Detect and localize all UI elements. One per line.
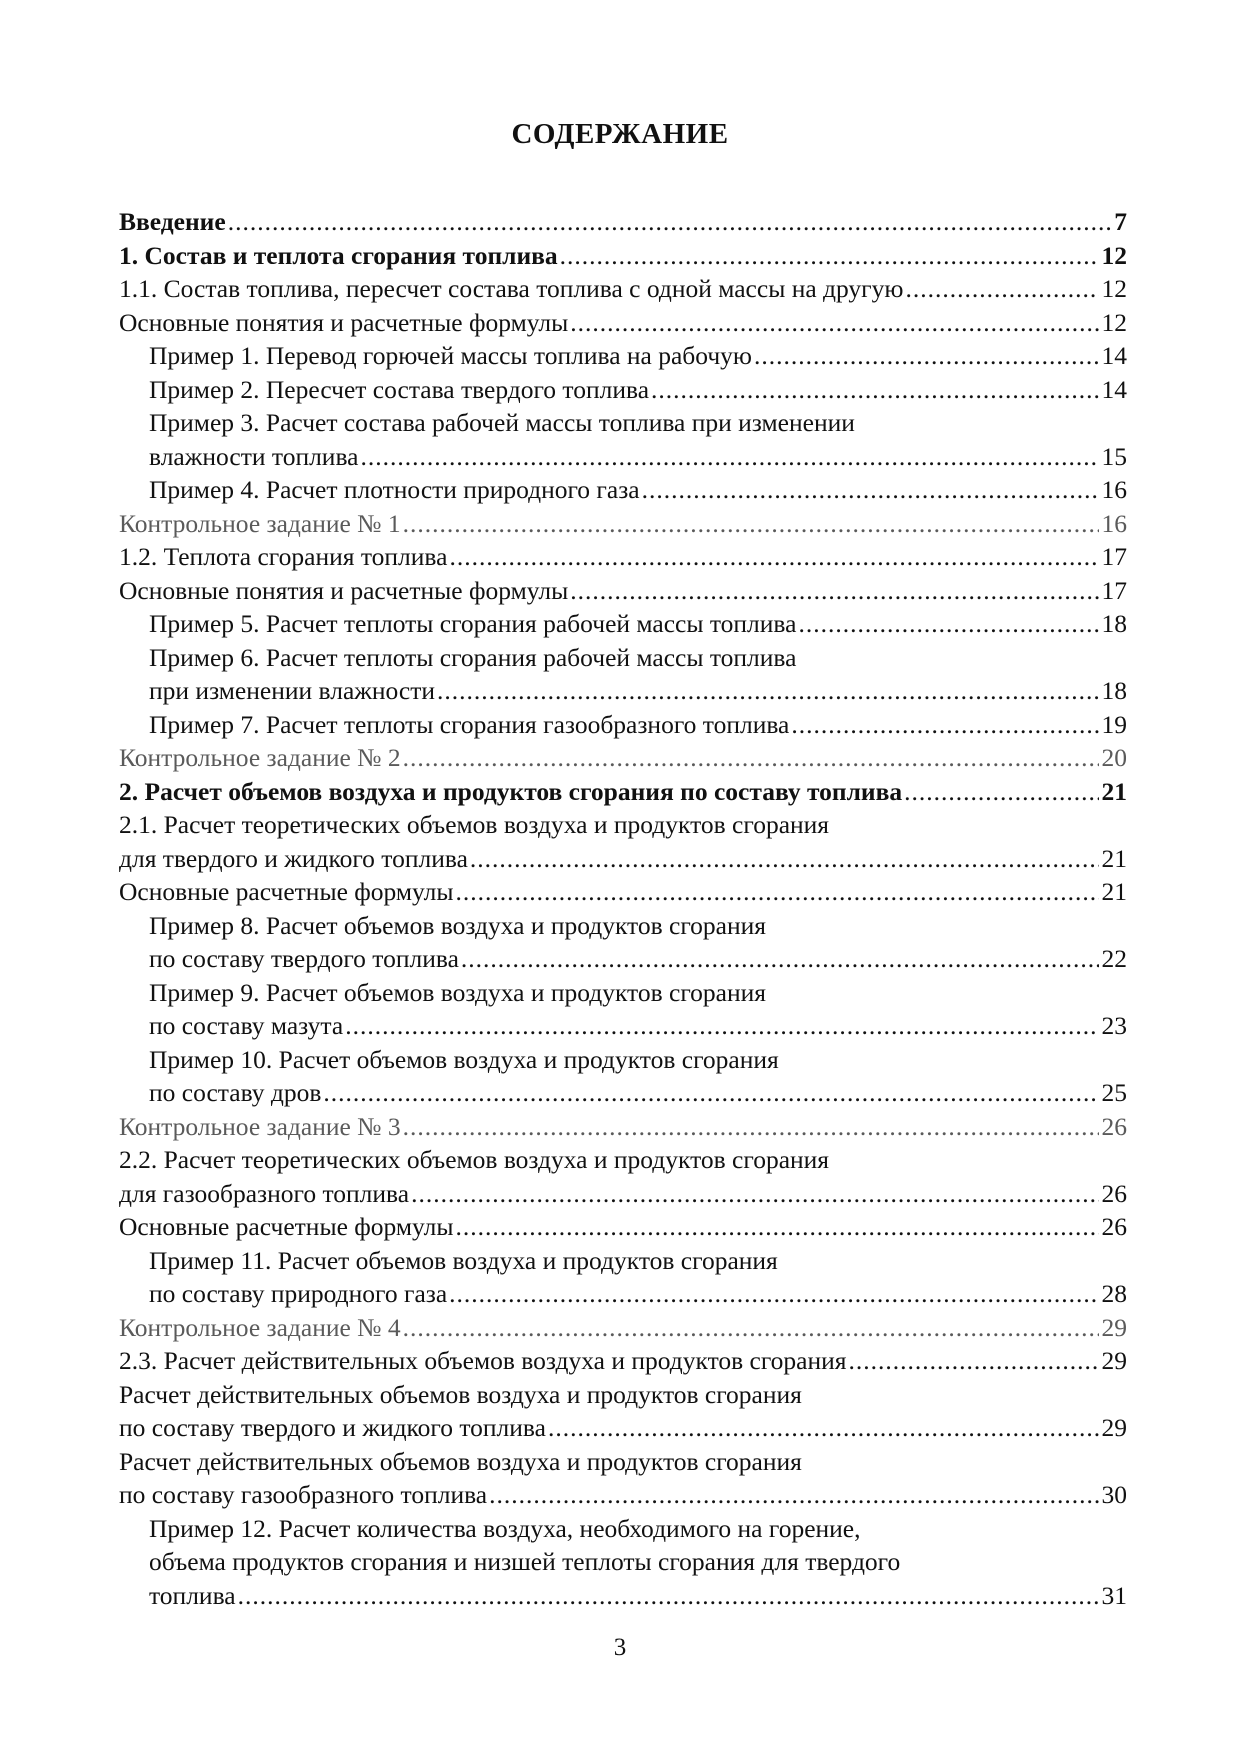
dot-leader [403,741,1099,775]
toc-entry-text: Контрольное задание № 1 [119,508,401,538]
toc-page-number: 17 [1101,575,1127,605]
toc-page-number: 14 [1101,341,1127,370]
toc-entry-text: топлива [149,1580,236,1610]
dot-leader [345,1009,1098,1043]
dot-leader [323,1076,1098,1110]
toc-entry-text: для твердого и жидкого топлива [119,843,468,873]
toc-entry-text: 1.2. Теплота сгорания топлива [119,542,448,571]
dot-leader [403,1311,1099,1345]
toc-entry-text: Контрольное задание № 2 [119,743,401,772]
toc-page-number: 30 [1101,1480,1127,1509]
toc-entry-text: по составу твердого и жидкого топлива [119,1413,546,1442]
toc-entry-text: по составу мазута [149,1011,344,1040]
dot-leader [449,540,1098,574]
toc-entry-text: 1. Состав и теплота сгорания топлива [119,240,558,270]
toc-entry[interactable] [119,306,1127,340]
toc-entry[interactable] [119,1143,1127,1210]
toc-entry[interactable] [119,741,1127,775]
toc-page-number: 29 [1101,1413,1127,1442]
toc-page-number: 20 [1101,743,1127,772]
toc-entry-text: по составу твердого топлива [149,944,459,973]
toc-entry[interactable] [119,808,1127,875]
dot-leader [849,1344,1099,1378]
toc-entry-text: 2. Расчет объемов воздуха и продуктов сгорания по составу топлива [119,776,903,806]
toc-entry[interactable] [119,1043,1127,1110]
toc-entry[interactable] [119,205,1127,239]
dot-leader [456,1210,1099,1244]
dot-leader [570,306,1098,340]
toc-entry[interactable] [119,775,1127,809]
dot-leader [642,473,1099,507]
toc-entry-text: влажности топлива [149,441,359,471]
toc-page-number: 29 [1101,1346,1127,1375]
toc-page-number: 26 [1101,1178,1127,1208]
dot-leader [456,875,1099,909]
toc-entry[interactable] [119,875,1127,909]
dot-leader [905,272,1098,306]
toc-entry[interactable] [119,1244,1127,1311]
toc-entry-text: Пример 4. Расчет плотности природного газа [149,475,640,504]
toc-entry[interactable] [119,1378,1127,1445]
toc-entry[interactable] [119,1210,1127,1244]
toc-entry[interactable] [119,1344,1127,1378]
toc-entry[interactable] [119,607,1127,641]
toc-entry[interactable] [119,540,1127,574]
toc-page-number: 18 [1101,609,1127,638]
toc-entry-text: Основные расчетные формулы [119,877,454,906]
dot-leader [228,205,1112,239]
toc-entry-text: объема продуктов сгорания и низшей теплоты сгорания для твердого [149,1547,901,1576]
toc-entry[interactable] [119,1512,1127,1613]
toc-entry-text: Пример 3. Расчет состава рабочей массы топлива при изменении [149,408,855,437]
dot-leader [791,708,1098,742]
toc-page-number: 17 [1101,542,1127,571]
toc-entry-text: Расчет действительных объемов воздуха и продуктов сгорания [119,1446,802,1476]
table-of-contents [119,205,1127,1612]
dot-leader [360,440,1098,474]
toc-entry-text: Пример 7. Расчет теплоты сгорания газообразного топлива [149,709,790,739]
toc-page-number: 28 [1101,1279,1127,1308]
dot-leader [904,775,1098,809]
toc-page-number: 18 [1101,676,1127,705]
dot-leader [570,574,1098,608]
dot-leader [754,339,1099,373]
toc-entry-text: при изменении влажности [149,676,436,705]
toc-entry[interactable] [119,1311,1127,1345]
dot-leader [798,607,1098,641]
dot-leader [489,1478,1098,1512]
toc-entry-text: Расчет действительных объемов воздуха и продуктов сгорания [119,1379,802,1409]
toc-entry[interactable] [119,976,1127,1043]
toc-page-number: 12 [1101,240,1127,270]
dot-leader [470,842,1099,876]
toc-entry-text: по составу дров [149,1078,322,1107]
toc-entry-text: Введение [119,207,226,236]
toc-page-number: 21 [1101,877,1127,906]
toc-page-number: 29 [1101,1312,1127,1342]
dot-leader [411,1177,1098,1211]
toc-entry[interactable] [119,708,1127,742]
page-number: 3 [613,1634,627,1661]
toc-entry-text: Пример 12. Расчет количества воздуха, необходимого на горение, [149,1513,861,1543]
toc-entry[interactable] [119,1110,1127,1144]
toc-entry-text: Пример 2. Пересчет состава твердого топлива [149,374,650,404]
toc-entry[interactable] [119,339,1127,373]
toc-page-number: 23 [1101,1011,1127,1040]
toc-page-number: 12 [1101,307,1127,337]
toc-entry-text: по составу газообразного топлива [119,1480,488,1509]
toc-page-number: 15 [1101,441,1127,471]
toc-entry-text: 2.2. Расчет теоретических объемов воздуха и продуктов сгорания [119,1145,830,1174]
toc-page-number: 16 [1101,508,1127,538]
toc-entry-text: Контрольное задание № 3 [119,1111,401,1141]
toc-entry-text: Пример 8. Расчет объемов воздуха и продуктов сгорания [149,910,766,940]
toc-entry[interactable] [119,373,1127,407]
toc-page-number: 22 [1101,944,1127,973]
dot-leader [461,942,1099,976]
toc-entry-text: Пример 11. Расчет объемов воздуха и продуктов сгорания [149,1245,778,1275]
toc-entry[interactable] [119,574,1127,608]
toc-entry-text: Пример 6. Расчет теплоты сгорания рабочей массы топлива [149,642,797,672]
toc-page-number: 19 [1101,709,1127,739]
toc-page-number: 21 [1101,843,1127,873]
dot-leader [560,239,1099,273]
toc-entry-text: Контрольное задание № 4 [119,1312,401,1342]
toc-entry-text: Пример 9. Расчет объемов воздуха и продуктов сгорания [149,977,766,1007]
toc-entry-text: Основные расчетные формулы [119,1212,454,1241]
toc-page-number: 21 [1101,776,1127,806]
toc-entry[interactable] [119,1445,1127,1512]
toc-entry-text: Пример 1. Перевод горючей массы топлива на рабочую [149,341,752,370]
toc-entry-text: 2.1. Расчет теоретических объемов воздуха и продуктов сгорания [119,810,830,839]
toc-entry-text: Пример 5. Расчет теплоты сгорания рабочей массы топлива [149,609,797,638]
toc-entry[interactable] [119,909,1127,976]
toc-page-number: 26 [1101,1212,1127,1241]
dot-leader [651,373,1098,407]
toc-entry[interactable] [119,473,1127,507]
page-title: СОДЕРЖАНИЕ [511,118,729,150]
dot-leader [437,674,1098,708]
toc-page-number: 16 [1101,475,1127,504]
dot-leader [449,1277,1098,1311]
toc-entry-text: для газообразного топлива [119,1178,410,1208]
toc-entry-text: 1.1. Состав топлива, пересчет состава топлива с одной массы на другую [119,274,904,303]
dot-leader [548,1411,1099,1445]
dot-leader [238,1579,1099,1613]
toc-entry-text: Основные понятия и расчетные формулы [119,575,569,605]
dot-leader [403,507,1099,541]
toc-page-number: 31 [1101,1580,1127,1610]
toc-page-number: 14 [1101,374,1127,404]
dot-leader [403,1110,1099,1144]
toc-entry[interactable] [119,239,1127,273]
toc-page-number: 7 [1114,207,1127,236]
toc-entry[interactable] [119,272,1127,306]
toc-entry[interactable] [119,406,1127,473]
toc-page-number: 12 [1101,274,1127,303]
toc-entry[interactable] [119,507,1127,541]
toc-entry-text: 2.3. Расчет действительных объемов воздуха и продуктов сгорания [119,1346,847,1375]
toc-entry[interactable] [119,641,1127,708]
toc-entry-text: Основные понятия и расчетные формулы [119,307,569,337]
toc-entry-text: Пример 10. Расчет объемов воздуха и продуктов сгорания [149,1044,779,1074]
toc-page-number: 25 [1101,1078,1127,1107]
toc-page-number: 26 [1101,1111,1127,1141]
toc-entry-text: по составу природного газа [149,1279,448,1308]
